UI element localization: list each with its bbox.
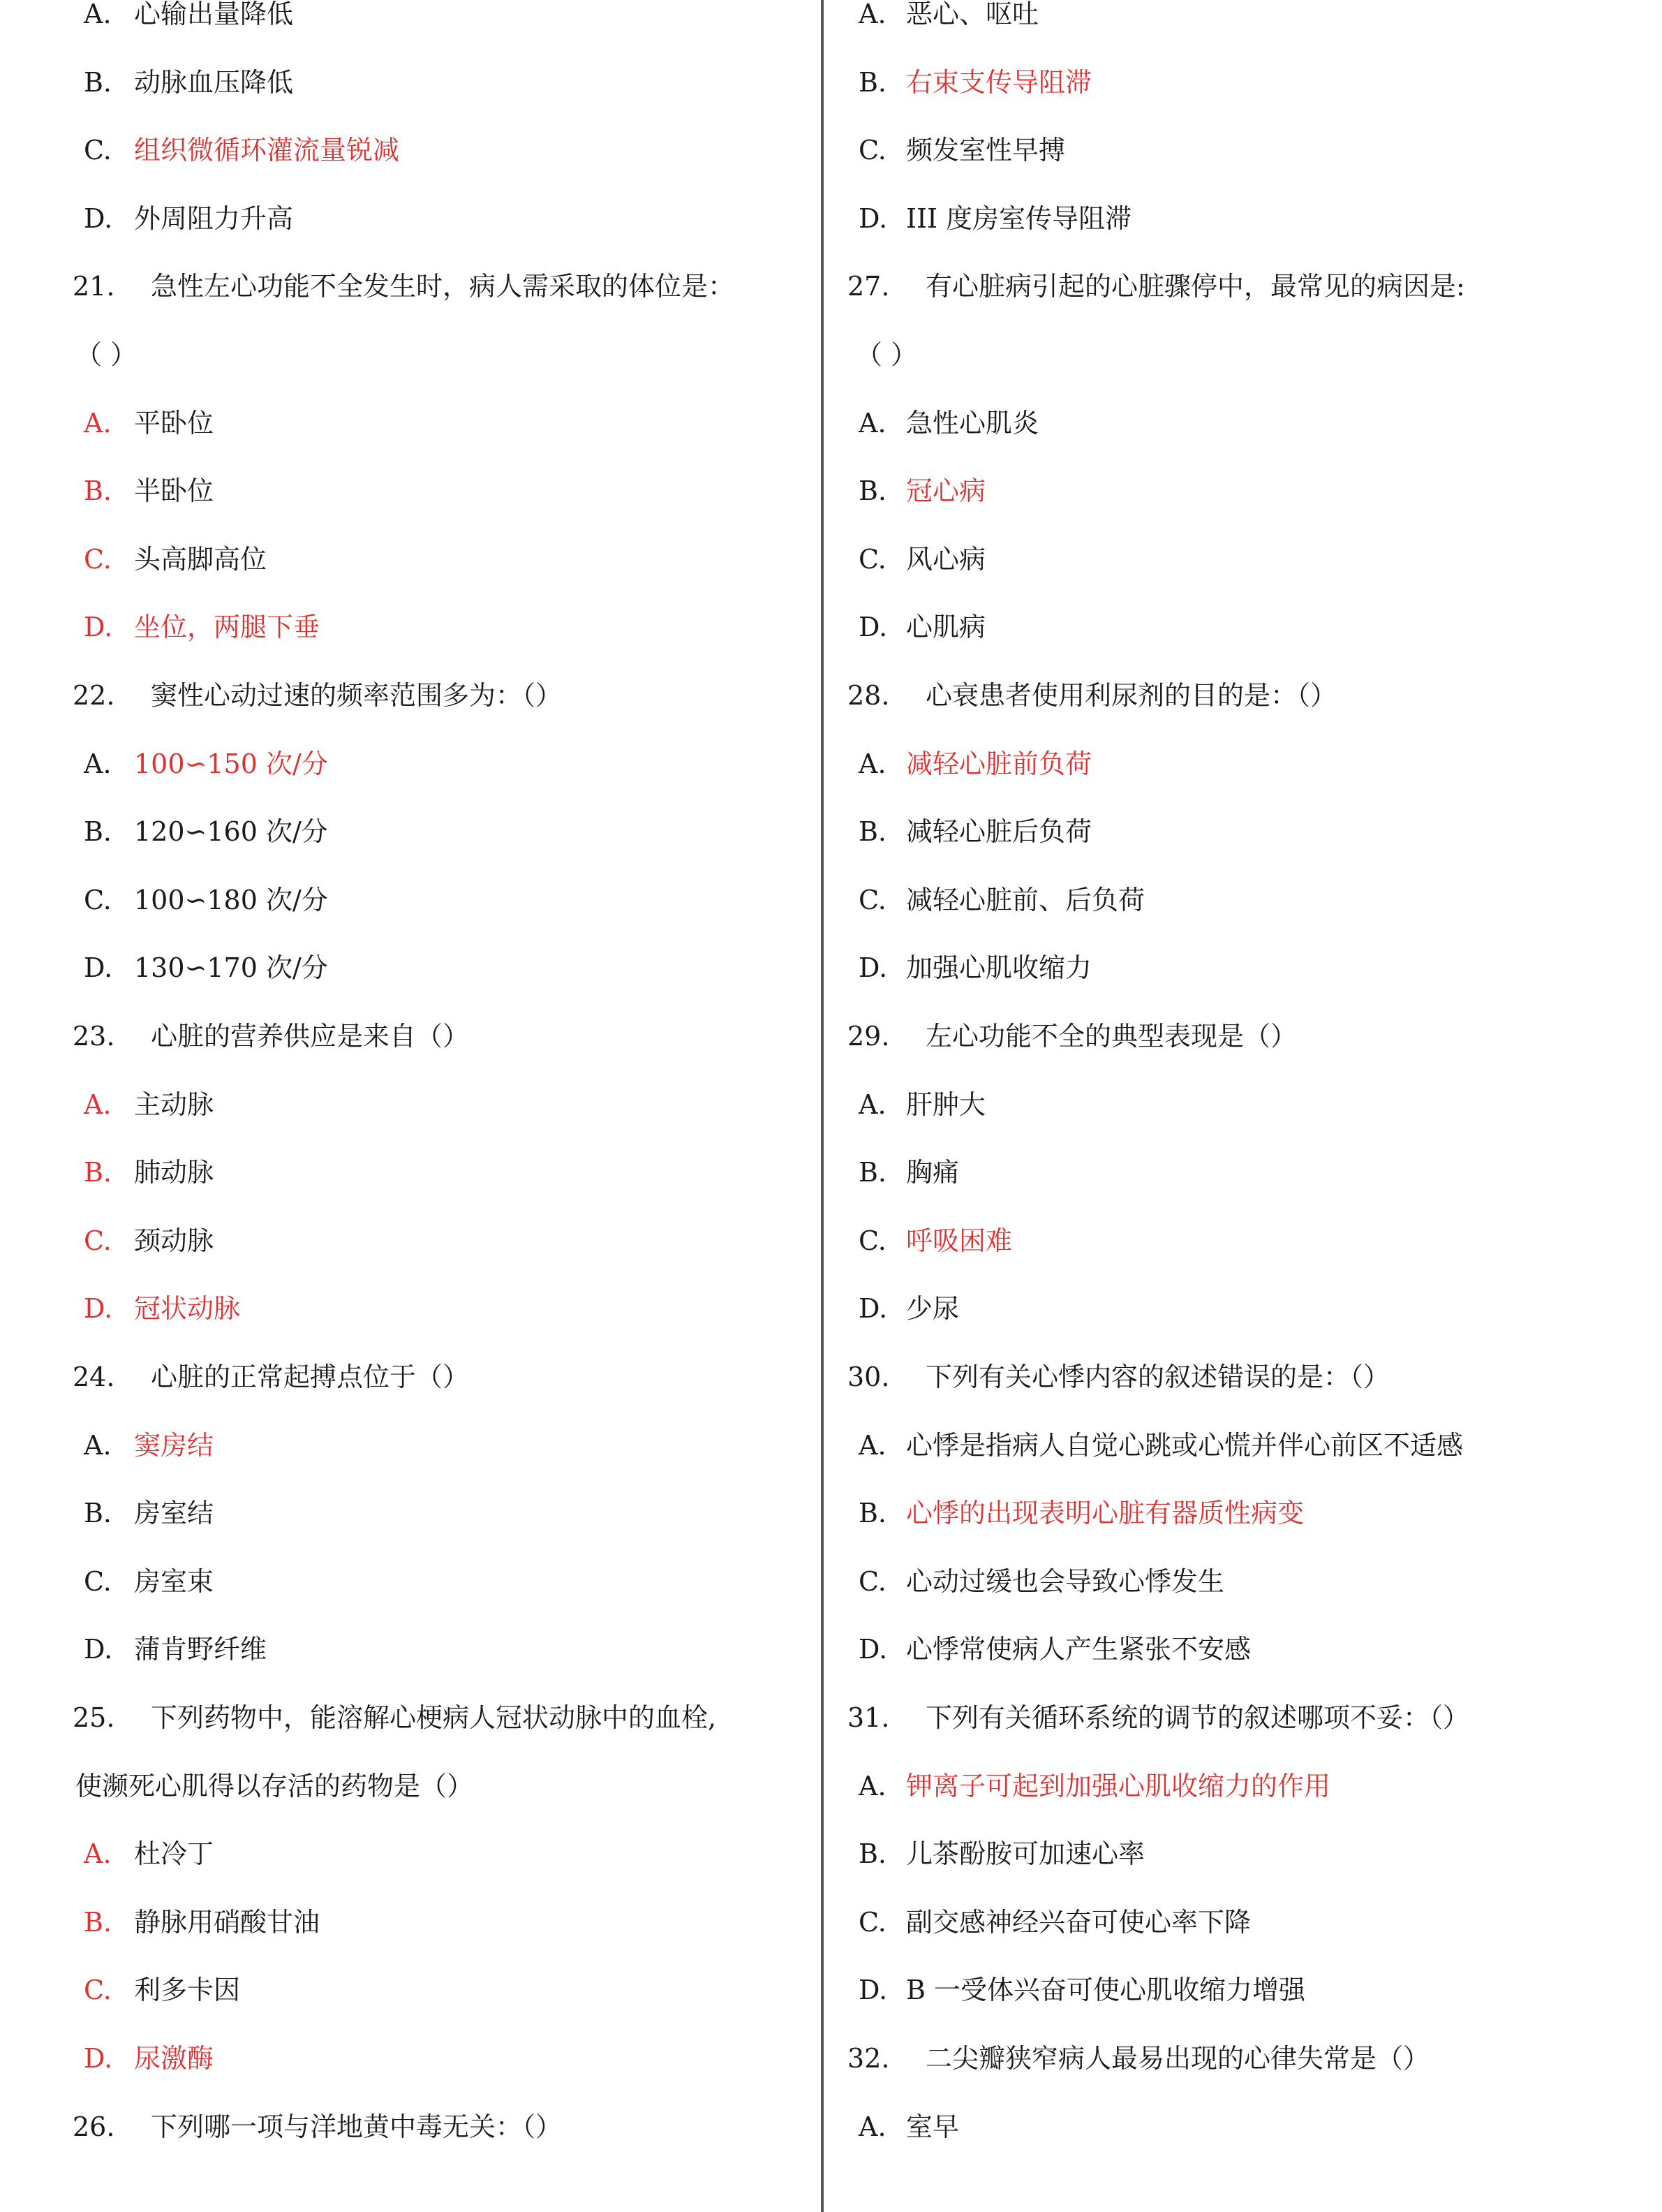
- option-text: 恶心、呕吐: [906, 0, 1039, 29]
- option-label: C.: [84, 1975, 112, 2006]
- question-text: 下列药物中，能溶解心梗病人冠状动脉中的血栓,: [151, 1702, 717, 1733]
- option-label: C.: [859, 1225, 886, 1256]
- option-line: [859, 1905, 1251, 1939]
- option-line: [84, 1088, 214, 1121]
- question-text: 下列有关心悸内容的叙述错误的是：（）: [926, 1362, 1390, 1392]
- option-line: [859, 1292, 959, 1325]
- option-label: A.: [859, 748, 886, 779]
- option-line: [859, 1156, 959, 1189]
- option-label: C.: [859, 543, 886, 575]
- option-label: A.: [84, 1089, 112, 1120]
- option-line: [859, 951, 1092, 985]
- option-text: 减轻心脏前、后负荷: [906, 884, 1145, 915]
- option-text: 副交感神经兴奋可使心率下降: [906, 1906, 1252, 1938]
- option-label: B.: [859, 1157, 887, 1188]
- question-text: （ ）: [75, 339, 138, 370]
- option-text: 心悸常使病人产生紧张不安感: [906, 1634, 1252, 1665]
- question-line: [73, 1019, 469, 1053]
- question-number: 32.: [847, 2043, 890, 2074]
- option-line: [859, 1973, 1305, 2007]
- option-line: [84, 0, 293, 31]
- option-line: [859, 202, 1132, 235]
- option-label: A.: [859, 1089, 886, 1120]
- option-label: D.: [84, 2043, 113, 2074]
- option-text: 呼吸困难: [906, 1225, 1013, 1256]
- question-line: [73, 1360, 469, 1394]
- option-line: [84, 133, 399, 167]
- option-label: A.: [859, 1770, 886, 1801]
- question-text: 有心脏病引起的心脏骤停中，最常见的病因是:: [926, 271, 1465, 302]
- question-number: 23.: [73, 1021, 115, 1052]
- option-text: 钾离子可起到加强心肌收缩力的作用: [906, 1770, 1331, 1801]
- option-label: D.: [84, 952, 113, 984]
- option-label: D.: [859, 952, 888, 984]
- question-number: 26.: [73, 2111, 115, 2142]
- option-line: [859, 133, 1065, 167]
- option-line: [859, 1088, 986, 1121]
- option-label: B.: [84, 66, 112, 98]
- option-text: 加强心肌收缩力: [906, 952, 1092, 984]
- option-text: 心悸的出现表明心脏有器质性病变: [906, 1498, 1305, 1529]
- option-label: D.: [84, 1293, 113, 1325]
- option-text: III 度房室传导阻滞: [906, 202, 1132, 234]
- option-text: 心肌病: [906, 612, 986, 643]
- option-line: [84, 406, 214, 440]
- option-line: [84, 66, 293, 99]
- option-text: 120∽160 次/分: [134, 816, 328, 848]
- option-label: C.: [84, 1225, 112, 1256]
- option-label: A.: [859, 2111, 886, 2142]
- option-text: 头高脚高位: [134, 543, 267, 575]
- option-label: A.: [84, 1429, 112, 1461]
- question-line: [847, 2042, 1430, 2075]
- option-text: 外周阻力升高: [134, 202, 294, 234]
- question-line: [847, 1360, 1390, 1394]
- option-line: [859, 747, 1092, 781]
- option-line: [84, 1224, 214, 1258]
- option-line: [84, 610, 320, 644]
- question-number: 28.: [847, 680, 890, 711]
- option-label: D.: [84, 1634, 113, 1665]
- question-text: 左心功能不全的典型表现是（）: [926, 1021, 1298, 1052]
- option-text: 少尿: [906, 1293, 960, 1325]
- option-text: 心输出量降低: [134, 0, 294, 29]
- option-text: 房室结: [134, 1498, 214, 1529]
- option-label: A.: [859, 1429, 886, 1461]
- question-number: 24.: [73, 1362, 115, 1392]
- option-label: C.: [859, 1565, 886, 1597]
- question-number: 25.: [73, 1702, 115, 1733]
- option-label: D.: [859, 202, 888, 234]
- question-line: [847, 679, 1337, 712]
- option-label: B.: [859, 1498, 887, 1529]
- option-text: 减轻心脏前负荷: [906, 748, 1092, 779]
- option-label: A.: [84, 407, 112, 438]
- option-line: [84, 1496, 214, 1530]
- option-text: 室早: [906, 2111, 960, 2142]
- question-line: [847, 270, 1465, 303]
- option-text: 心动过缓也会导致心悸发生: [906, 1565, 1225, 1597]
- question-continuation: [75, 338, 137, 371]
- option-label: D.: [859, 1293, 888, 1325]
- question-line: [73, 1701, 716, 1734]
- column-divider: [821, 0, 824, 2212]
- question-line: [73, 679, 562, 712]
- option-text: 窦房结: [134, 1429, 214, 1461]
- option-label: A.: [84, 1838, 112, 1870]
- option-line: [84, 1292, 240, 1325]
- option-text: 坐位，两腿下垂: [134, 612, 320, 643]
- option-text: 蒲肯野纤维: [134, 1634, 267, 1665]
- question-number: 22.: [73, 680, 115, 711]
- option-label: A.: [84, 0, 112, 29]
- option-text: 平卧位: [134, 407, 214, 438]
- option-text: B 一受体兴奋可使心肌收缩力增强: [906, 1975, 1306, 2006]
- option-text: 颈动脉: [134, 1225, 214, 1256]
- option-line: [84, 951, 328, 985]
- option-line: [84, 474, 214, 508]
- option-line: [84, 1632, 267, 1666]
- option-text: 减轻心脏后负荷: [906, 816, 1092, 848]
- option-line: [859, 883, 1145, 917]
- option-label: B.: [859, 66, 887, 98]
- option-text: 心悸是指病人自觉心跳或心慌并伴心前区不适感: [906, 1429, 1464, 1461]
- option-line: [84, 202, 293, 235]
- option-text: 风心病: [906, 543, 986, 575]
- option-text: 组织微循环灌流量锐减: [134, 135, 400, 166]
- option-line: [859, 1632, 1251, 1666]
- question-number: 27.: [847, 271, 890, 302]
- option-label: C.: [84, 543, 112, 575]
- question-text: 使濒死心肌得以存活的药物是（）: [75, 1770, 474, 1801]
- option-line: [859, 543, 986, 576]
- option-line: [859, 406, 1039, 440]
- option-label: B.: [84, 1157, 112, 1188]
- option-label: C.: [859, 884, 886, 915]
- option-text: 冠心病: [906, 475, 986, 507]
- question-number: 31.: [847, 1702, 890, 1733]
- option-line: [84, 2042, 214, 2075]
- option-label: D.: [84, 202, 113, 234]
- option-label: C.: [859, 135, 886, 166]
- option-line: [84, 1429, 214, 1462]
- option-text: 静脉用硝酸甘油: [134, 1906, 320, 1938]
- option-label: B.: [859, 816, 887, 848]
- option-line: [859, 474, 986, 508]
- question-number: 21.: [73, 271, 115, 302]
- option-label: D.: [859, 612, 888, 643]
- option-label: C.: [859, 1906, 886, 1938]
- option-text: 右束支传导阻滞: [906, 66, 1092, 98]
- question-text: 下列有关循环系统的调节的叙述哪项不妥：（）: [926, 1702, 1470, 1733]
- option-label: A.: [84, 748, 112, 779]
- option-line: [859, 1837, 1145, 1871]
- option-line: [84, 883, 328, 917]
- question-text: 二尖瓣狭窄病人最易出现的心律失常是（）: [926, 2043, 1430, 2074]
- option-label: B.: [84, 475, 112, 507]
- option-line: [859, 1496, 1304, 1530]
- option-line: [84, 1565, 214, 1598]
- option-text: 肺动脉: [134, 1157, 214, 1188]
- option-text: 频发室性早搏: [906, 135, 1066, 166]
- option-line: [859, 1565, 1224, 1598]
- option-label: A.: [859, 407, 886, 438]
- question-line: [73, 2110, 562, 2144]
- question-text: （ ）: [856, 339, 918, 370]
- option-label: B.: [859, 475, 887, 507]
- option-text: 利多卡因: [134, 1975, 241, 2006]
- question-continuation: [856, 338, 917, 371]
- option-line: [859, 610, 986, 644]
- option-text: 100∽150 次/分: [134, 748, 328, 779]
- question-text: 心脏的正常起搏点位于（）: [151, 1362, 470, 1392]
- option-label: B.: [84, 816, 112, 848]
- question-text: 下列哪一项与洋地黄中毒无关：（）: [151, 2111, 563, 2142]
- option-text: 130∽170 次/分: [134, 952, 328, 984]
- option-line: [859, 66, 1092, 99]
- option-label: D.: [84, 612, 113, 643]
- question-line: [847, 1701, 1469, 1734]
- option-label: C.: [84, 135, 112, 166]
- option-line: [859, 1429, 1463, 1462]
- question-number: 30.: [847, 1362, 890, 1392]
- option-text: 主动脉: [134, 1089, 214, 1120]
- option-line: [84, 747, 328, 781]
- option-text: 半卧位: [134, 475, 214, 507]
- question-text: 心衰患者使用利尿剂的目的是：（）: [926, 680, 1337, 711]
- option-text: 急性心肌炎: [906, 407, 1039, 438]
- question-text: 急性左心功能不全发生时，病人需采取的体位是：: [151, 271, 735, 302]
- option-line: [859, 815, 1092, 848]
- option-text: 100∽180 次/分: [134, 884, 328, 915]
- question-number: 29.: [847, 1021, 890, 1052]
- option-line: [84, 1973, 240, 2007]
- option-label: C.: [84, 884, 112, 915]
- question-text: 心脏的营养供应是来自（）: [151, 1021, 470, 1052]
- option-label: B.: [859, 1838, 887, 1870]
- option-text: 冠状动脉: [134, 1293, 241, 1325]
- option-text: 动脉血压降低: [134, 66, 294, 98]
- question-text: 窦性心动过速的频率范围多为：（）: [151, 680, 563, 711]
- option-line: [84, 1905, 320, 1939]
- option-label: B.: [84, 1906, 112, 1938]
- option-label: A.: [859, 0, 886, 29]
- option-text: 儿茶酚胺可加速心率: [906, 1838, 1145, 1870]
- option-text: 尿激酶: [134, 2043, 214, 2074]
- option-label: D.: [859, 1975, 888, 2006]
- option-label: B.: [84, 1498, 112, 1529]
- option-text: 胸痛: [906, 1157, 960, 1188]
- option-line: [859, 1769, 1330, 1803]
- option-line: [859, 2110, 959, 2144]
- option-line: [84, 815, 328, 848]
- option-line: [859, 0, 1039, 31]
- option-line: [84, 1156, 214, 1189]
- question-line: [847, 1019, 1297, 1053]
- option-label: C.: [84, 1565, 112, 1597]
- question-line: [73, 270, 734, 303]
- option-line: [84, 1837, 214, 1871]
- option-text: 杜冷丁: [134, 1838, 214, 1870]
- option-text: 肝肿大: [906, 1089, 986, 1120]
- option-line: [859, 1224, 1012, 1258]
- question-continuation: [75, 1769, 473, 1803]
- option-label: D.: [859, 1634, 888, 1665]
- option-line: [84, 543, 267, 576]
- option-text: 房室束: [134, 1565, 214, 1597]
